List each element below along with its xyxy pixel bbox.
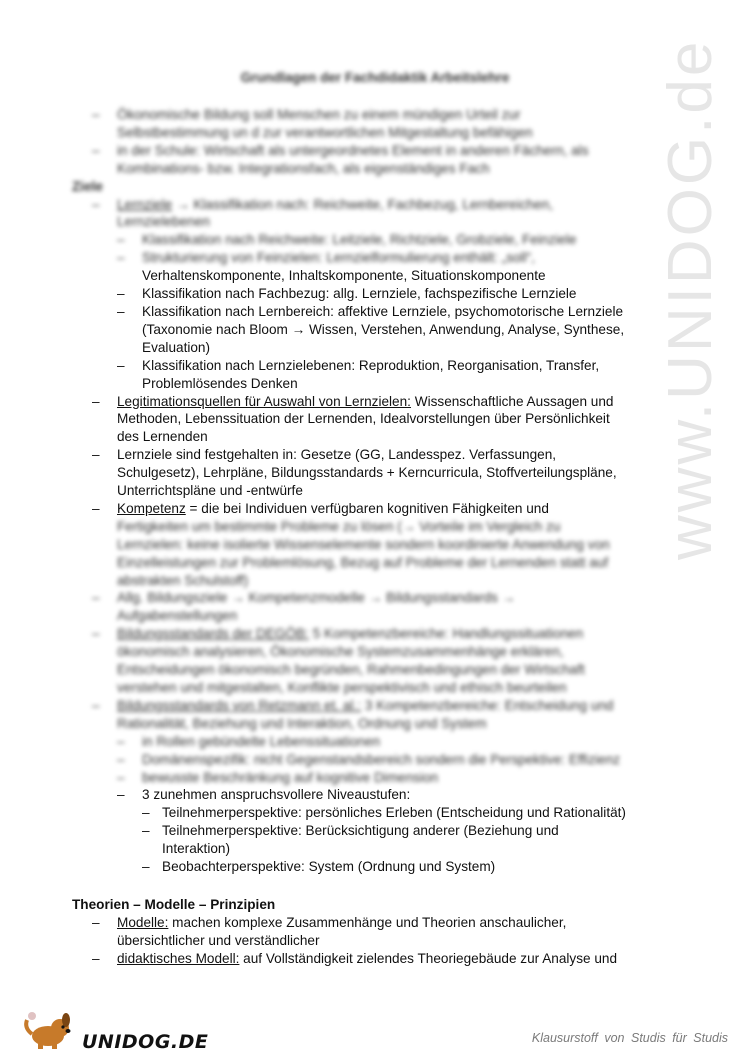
underlined-term: Bildungsstandards der DEGÖB:: [117, 626, 309, 642]
text-line: [72, 518, 682, 536]
line-text: abstrakten Schulstoff): [117, 572, 249, 588]
line-text: Schulgesetz), Lehrpläne, Bildungsstandards + Kerncurricula, Stoffverteilungspläne,: [117, 465, 617, 481]
text-line: [72, 554, 682, 572]
text-line: [72, 804, 682, 822]
line-text: → Klassifikation nach: Reichweite, Fachbezug, Lernbereichen,: [172, 196, 554, 212]
line-text: in Rollen gebündelte Lebenssituationen: [142, 733, 381, 749]
text-line: [72, 661, 682, 679]
section-heading: [72, 896, 682, 914]
bullet-dash: –: [117, 733, 125, 749]
line-text: Kombinations- bzw. Integrationsfach, als eigenständiges Fach: [117, 160, 490, 176]
bullet-dash: –: [92, 500, 100, 516]
spacer: [72, 876, 682, 896]
line-text: 5 Kompetenzbereiche: Handlungssituationen: [308, 626, 584, 642]
dog-icon: [20, 1010, 80, 1050]
bullet-dash: –: [117, 751, 125, 767]
text-line: [72, 572, 682, 590]
line-text: (Taxonomie nach Bloom → Wissen, Verstehen, Anwendung, Analyse, Synthese,: [142, 321, 625, 337]
text-line: [72, 321, 682, 339]
watermark: www.UNIDOG.de: [656, 38, 725, 560]
bullet-dash: –: [142, 859, 150, 875]
text-line: [72, 410, 682, 428]
text-line: [72, 124, 682, 142]
text-line: [72, 858, 682, 876]
line-text: Aufgabenstellungen: [117, 608, 238, 624]
line-text: Allg. Bildungsziele → Kompetenzmodelle → Bildungsstandards →: [117, 590, 516, 606]
underlined-term: Bildungsstandards von Retzmann et. al.:: [117, 697, 362, 713]
line-text: Evaluation): [142, 339, 211, 355]
text-line: [72, 643, 682, 661]
text-line: [72, 267, 682, 285]
line-text: Beobachterperspektive: System (Ordnung und System): [162, 859, 496, 875]
line-text: Selbstbestimmung un d zur verantwortlichen Mitgestaltung befähigen: [117, 124, 533, 140]
text-line: [72, 607, 682, 625]
text-line: [72, 536, 682, 554]
text-line: [72, 106, 682, 124]
unidog-logo: [20, 1010, 209, 1053]
line-text: Rationalität, Beziehung und Interaktion, Ordnung und System: [117, 715, 487, 731]
bullet-dash: –: [92, 697, 100, 713]
text-line: [72, 446, 682, 464]
text-line: [72, 160, 682, 178]
text-line: [72, 769, 682, 787]
line-text: 3 zunehmen anspruchsvollere Niveaustufen:: [142, 787, 411, 803]
text-line: [72, 303, 682, 321]
bullet-dash: –: [92, 393, 100, 409]
line-text: Teilnehmerperspektive: Berücksichtigung anderer (Beziehung und: [162, 823, 559, 839]
line-text: Einzelleistungen zur Problemlösung, Bezug auf Probleme der Lernenden statt auf: [117, 554, 609, 570]
bullet-dash: –: [92, 107, 100, 122]
line-text: übersichtlicher und verständlicher: [117, 932, 320, 948]
line-text: Wissenschaftliche Aussagen und: [410, 393, 614, 409]
line-text: Methoden, Lebenssituation der Lernenden, Idealvorstellungen über Persönlichkeit: [117, 411, 610, 427]
text-line: [72, 339, 682, 357]
bullet-dash: –: [92, 914, 100, 930]
section-heading: [72, 178, 682, 196]
text-line: [72, 733, 682, 751]
bullet-dash: –: [117, 286, 125, 302]
text-line: [72, 249, 682, 267]
underlined-term: Kompetenz: [117, 500, 186, 516]
logo-text: UNIDOG.DE: [82, 1031, 209, 1053]
bullet-dash: –: [117, 787, 125, 803]
line-text: Lernziele sind festgehalten in: Gesetze (GG, Landesspez. Verfassungen,: [117, 447, 557, 463]
bullet-dash: –: [92, 142, 100, 158]
line-text: machen komplexe Zusammenhänge und Theorien anschaulicher,: [168, 914, 567, 930]
text-line: [72, 500, 682, 518]
text-line: [72, 679, 682, 697]
text-line: [72, 393, 682, 411]
line-text: 3 Kompetenzbereiche: Entscheidung und: [361, 697, 614, 713]
bullet-dash: –: [92, 590, 100, 606]
text-line: [72, 231, 682, 249]
line-text: Ziele: [72, 178, 103, 194]
line-text: Klassifikation nach Lernzielebenen: Reproduktion, Reorganisation, Transfer,: [142, 357, 600, 373]
line-text: Domänenspezifik: nicht Gegenstandsbereich sondern die Perspektive: Effizienz: [142, 751, 621, 767]
text-line: [72, 751, 682, 769]
text-line: [72, 932, 682, 950]
text-line: [72, 697, 682, 715]
bullet-dash: –: [117, 769, 125, 785]
document-body: [72, 106, 682, 968]
text-line: [72, 840, 682, 858]
text-line: [72, 914, 682, 932]
line-text: Interaktion): [162, 841, 231, 857]
text-line: [72, 950, 682, 968]
line-text: des Lernenden: [117, 429, 208, 445]
line-text: verstehen und mitgestalten, Konflikte perspektivisch und ethisch beurteilen: [117, 680, 567, 695]
bullet-dash: –: [117, 303, 125, 319]
line-text: Klassifikation nach Reichweite: Leitziele, Richtziele, Grobziele, Feinziele: [142, 232, 577, 248]
line-text: Fertigkeiten um bestimmte Probleme zu lösen (→ Vorteile im Vergleich zu: [117, 518, 561, 534]
text-line: [72, 213, 682, 231]
line-text: Verhaltenskomponente, Inhaltskomponente, Situationskomponente: [142, 268, 546, 284]
text-line: [72, 375, 682, 393]
line-text: Ökonomische Bildung soll Menschen zu einem mündigen Urteil zur: [117, 107, 521, 122]
line-text: = die bei Individuen verfügbaren kognitiven Fähigkeiten und: [185, 500, 549, 516]
footer-tagline: Klausurstoff von Studis für Studis: [531, 1031, 728, 1045]
bullet-dash: –: [92, 447, 100, 463]
line-text: bewusste Beschränkung auf kognitive Dimension: [142, 769, 439, 785]
line-text: Klassifikation nach Lernbereich: affektive Lernziele, psychomotorische Lernziele: [142, 303, 624, 319]
text-line: [72, 428, 682, 446]
bullet-dash: –: [142, 805, 150, 821]
line-text: Problemlösendes Denken: [142, 375, 298, 391]
text-line: [72, 464, 682, 482]
line-text: Entscheidungen ökonomisch begründen, Rahmenbedingungen der Wirtschaft: [117, 662, 585, 678]
line-text: Klassifikation nach Fachbezug: allg. Lernziele, fachspezifische Lernziele: [142, 286, 577, 302]
underlined-term: Modelle:: [117, 914, 169, 930]
bullet-dash: –: [92, 626, 100, 642]
underlined-term: Lernziele: [117, 196, 173, 212]
underlined-term: didaktisches Modell:: [117, 950, 240, 966]
text-line: [72, 142, 682, 160]
line-text: in der Schule: Wirtschaft als untergeordnetes Element in anderen Fächern, als: [117, 142, 589, 158]
text-line: [72, 482, 682, 500]
line-text: ökonomisch analysieren, Ökonomische Systemzusammenhänge erklären,: [117, 644, 564, 660]
line-text: auf Vollständigkeit zielendes Theoriegebäude zur Analyse und: [239, 950, 618, 966]
text-line: [72, 625, 682, 643]
bullet-dash: –: [117, 232, 125, 248]
bullet-dash: –: [117, 357, 125, 373]
text-line: [72, 822, 682, 840]
text-line: [72, 715, 682, 733]
line-text: Unterrichtspläne und -entwürfe: [117, 483, 303, 499]
document-title: Grundlagen der Fachdidaktik Arbeitslehre: [240, 70, 510, 85]
bullet-dash: –: [92, 196, 100, 212]
bullet-dash: –: [117, 250, 125, 266]
text-line: [72, 285, 682, 303]
text-line: [72, 786, 682, 804]
line-text: Lernzielen: keine isolierte Wissenselemente sondern koordinierte Anwendung von: [117, 536, 610, 552]
bullet-dash: –: [92, 950, 100, 966]
underlined-term: Legitimationsquellen für Auswahl von Lernzielen:: [117, 393, 411, 409]
text-line: [72, 196, 682, 214]
line-text: Teilnehmerperspektive: persönliches Erleben (Entscheidung und Rationalität): [162, 805, 626, 821]
text-line: [72, 589, 682, 607]
text-line: [72, 357, 682, 375]
line-text: Lernzielebenen: [117, 214, 210, 230]
line-text: Strukturierung von Feinzielen: Lernzielformulierung enthält: „soll“,: [142, 250, 535, 266]
line-text: Theorien – Modelle – Prinzipien: [72, 896, 276, 912]
bullet-dash: –: [142, 823, 150, 839]
